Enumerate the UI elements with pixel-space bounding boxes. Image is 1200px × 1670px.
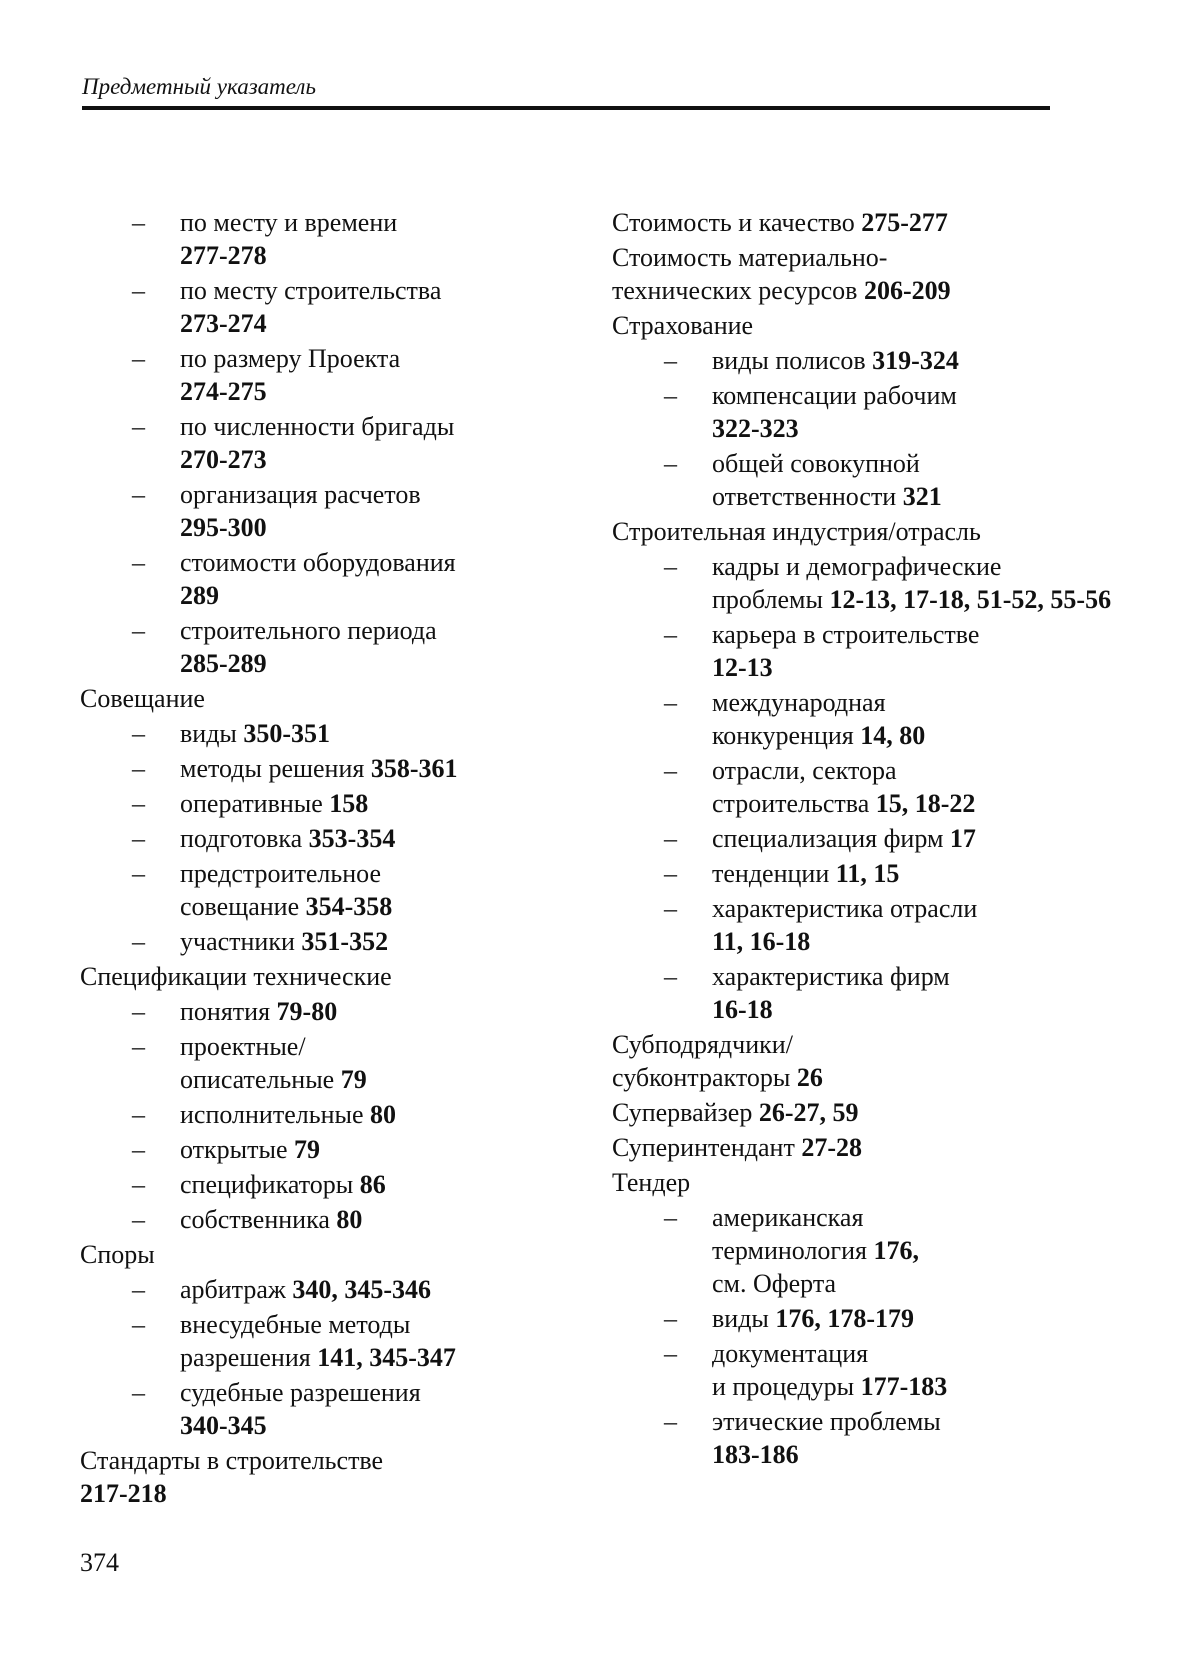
entry-text: методы решения (180, 754, 371, 783)
entry-text: проектные/ описательные (180, 1032, 341, 1094)
page-refs: 15, 18-22 (875, 789, 976, 818)
dash-marker: – (132, 789, 145, 818)
entry-text: по численности бригады (180, 412, 455, 441)
index-subentry (80, 1273, 550, 1306)
entry-text: характеристика отрасли (712, 894, 978, 923)
dash-marker: – (132, 412, 145, 441)
index-subentry (80, 925, 550, 958)
page-refs: 26-27, 59 (758, 1098, 859, 1127)
index-subentry (80, 995, 550, 1028)
dash-marker: – (132, 1135, 145, 1164)
running-header (82, 72, 1050, 110)
dash-marker: – (664, 824, 677, 853)
page-refs: 79 (340, 1065, 367, 1094)
page-refs: 79-80 (276, 997, 338, 1026)
entry-text: международная конкуренция (712, 688, 886, 750)
page-refs: 289 (180, 581, 219, 610)
dash-marker: – (132, 480, 145, 509)
dash-marker: – (664, 620, 677, 649)
page-refs: 12-13, 17-18, 51-52, 55-56 (829, 585, 1112, 614)
dash-marker: – (664, 688, 677, 717)
index-subentry (80, 1203, 550, 1236)
index-heading (612, 206, 1112, 239)
entry-text: собственника (180, 1205, 337, 1234)
index-heading (80, 1444, 550, 1510)
page-refs: 295-300 (180, 513, 267, 542)
dash-marker: – (132, 1100, 145, 1129)
page-refs: 273-274 (180, 309, 267, 338)
index-subentry (80, 342, 550, 408)
entry-text: исполнительные (180, 1100, 370, 1129)
dash-marker: – (664, 381, 677, 410)
index-subentry (612, 1201, 1112, 1300)
page-refs: 26 (796, 1063, 823, 1092)
page-refs: 285-289 (180, 649, 267, 678)
entry-text: понятия (180, 997, 277, 1026)
dash-marker: – (132, 859, 145, 888)
page-refs: 11, 15 (835, 859, 900, 888)
index-heading (80, 1238, 550, 1271)
dash-marker: – (132, 1205, 145, 1234)
dash-marker: – (664, 346, 677, 375)
page-refs: 353-354 (308, 824, 396, 853)
index-subentry (80, 614, 550, 680)
page-refs: 217-218 (80, 1479, 167, 1508)
dash-marker: – (664, 756, 677, 785)
dash-marker: – (664, 1339, 677, 1368)
entry-text: Тендер (612, 1168, 691, 1197)
page-refs: 319-324 (872, 346, 959, 375)
page-refs: 275-277 (861, 208, 948, 237)
entry-text: этические проблемы (712, 1407, 941, 1436)
page-refs: 354-358 (305, 892, 393, 921)
see-also: см. Оферта (712, 1269, 837, 1298)
dash-marker: – (664, 552, 677, 581)
page-refs: 80 (370, 1100, 396, 1129)
index-subentry (612, 618, 1112, 684)
header-title: Предметный указатель (82, 74, 316, 99)
page-refs: 270-273 (180, 445, 267, 474)
index-heading (612, 1166, 1112, 1199)
index-subentry (80, 1030, 550, 1096)
entry-text: спецификаторы (180, 1170, 360, 1199)
page-refs: 27-28 (801, 1133, 863, 1162)
entry-text: Субподрядчики/ субконтракторы (612, 1030, 797, 1092)
index-column-right (612, 206, 1112, 1473)
page-refs: 206-209 (863, 276, 951, 305)
page-refs: 141, 345-347 (317, 1343, 456, 1372)
index-subentry (612, 447, 1112, 513)
entry-text: судебные разрешения (180, 1378, 421, 1407)
entry-text: предстроительное совещание (180, 859, 381, 921)
page-refs: 176, 178-179 (775, 1304, 915, 1333)
entry-text: характеристика фирм (712, 962, 950, 991)
page-refs: 340, 345-346 (292, 1275, 432, 1304)
index-subentry (80, 752, 550, 785)
entry-text: оперативные (180, 789, 330, 818)
page-refs: 350-351 (243, 719, 331, 748)
entry-text: внесудебные методы разрешения (180, 1310, 411, 1372)
entry-text: Суперинтендант (612, 1133, 802, 1162)
entry-text: общей совокупной ответственности (712, 449, 920, 511)
dash-marker: – (132, 208, 145, 237)
index-subentry (612, 857, 1112, 890)
entry-text: Стоимость и качество (612, 208, 862, 237)
page-refs: 322-323 (712, 414, 799, 443)
entry-text: виды полисов (712, 346, 873, 375)
dash-marker: – (132, 1378, 145, 1407)
page-refs: 86 (359, 1170, 386, 1199)
dash-marker: – (132, 1310, 145, 1339)
index-heading (612, 1028, 1112, 1094)
dash-marker: – (664, 449, 677, 478)
index-subentry (612, 754, 1112, 820)
page-number: 374 (80, 1548, 119, 1577)
index-subentry (80, 206, 550, 272)
dash-marker: – (132, 276, 145, 305)
index-column-left (80, 206, 550, 1512)
index-subentry (612, 1302, 1112, 1335)
dash-marker: – (664, 962, 677, 991)
dash-marker: – (664, 1304, 677, 1333)
dash-marker: – (132, 344, 145, 373)
index-subentry (612, 1405, 1112, 1471)
index-subentry (612, 379, 1112, 445)
dash-marker: – (664, 859, 677, 888)
page-refs: 16-18 (712, 995, 773, 1024)
entry-text: по месту строительства (180, 276, 442, 305)
index-subentry (80, 1168, 550, 1201)
index-subentry (80, 546, 550, 612)
entry-text: Стоимость материально- технических ресурсов (612, 243, 888, 305)
index-heading (612, 241, 1112, 307)
page-refs: 321 (902, 482, 942, 511)
index-subentry (612, 686, 1112, 752)
entry-text: подготовка (180, 824, 309, 853)
index-subentry (80, 1308, 550, 1374)
page-refs: 351-352 (301, 927, 389, 956)
index-heading (612, 1131, 1112, 1164)
page-refs: 12-13 (712, 653, 773, 682)
entry-text: строительного периода (180, 616, 437, 645)
entry-text: документация и процедуры (712, 1339, 869, 1401)
entry-text: Совещание (80, 684, 205, 713)
entry-text: Строительная индустрия/отрасль (612, 517, 981, 546)
page-refs: 17 (949, 824, 976, 853)
dash-marker: – (664, 1203, 677, 1232)
index-heading (612, 515, 1112, 548)
dash-marker: – (664, 894, 677, 923)
page-refs: 176, (873, 1236, 919, 1265)
dash-marker: – (132, 548, 145, 577)
index-subentry (80, 1133, 550, 1166)
dash-marker: – (132, 997, 145, 1026)
entry-text: стоимости оборудования (180, 548, 456, 577)
dash-marker: – (132, 719, 145, 748)
entry-text: виды (180, 719, 244, 748)
page-refs: 177-183 (860, 1372, 948, 1401)
page-refs: 274-275 (180, 377, 267, 406)
page-refs: 11, 16-18 (712, 927, 811, 956)
index-subentry (612, 344, 1112, 377)
entry-text: открытые (180, 1135, 294, 1164)
entry-text: Страхование (612, 311, 754, 340)
entry-text: американская терминология (712, 1203, 874, 1265)
dash-marker: – (132, 616, 145, 645)
index-heading (612, 309, 1112, 342)
index-subentry (612, 550, 1112, 616)
entry-text: виды (712, 1304, 776, 1333)
index-subentry (80, 857, 550, 923)
entry-text: Супервайзер (612, 1098, 759, 1127)
page-refs: 277-278 (180, 241, 267, 270)
entry-text: участники (180, 927, 302, 956)
index-subentry (612, 822, 1112, 855)
index-subentry (80, 410, 550, 476)
entry-text: отрасли, сектора строительства (712, 756, 897, 818)
index-subentry (80, 1098, 550, 1131)
index-subentry (80, 822, 550, 855)
index-heading (80, 682, 550, 715)
header-rule (82, 106, 1050, 110)
dash-marker: – (132, 754, 145, 783)
entry-text: арбитраж (180, 1275, 293, 1304)
page-refs: 183-186 (712, 1440, 799, 1469)
index-subentry (80, 717, 550, 750)
index-subentry (80, 1376, 550, 1442)
entry-text: Стандарты в строительстве (80, 1446, 384, 1475)
index-heading (80, 960, 550, 993)
dash-marker: – (132, 927, 145, 956)
index-subentry (80, 478, 550, 544)
dash-marker: – (132, 1275, 145, 1304)
entry-text: Споры (80, 1240, 155, 1269)
page-refs: 340-345 (180, 1411, 267, 1440)
index-subentry (612, 892, 1112, 958)
entry-text: карьера в строительстве (712, 620, 980, 649)
index-subentry (80, 274, 550, 340)
page-refs: 79 (294, 1135, 320, 1164)
entry-text: по месту и времени (180, 208, 398, 237)
page-refs: 358-361 (370, 754, 458, 783)
page-refs: 80 (336, 1205, 363, 1234)
entry-text: компенсации рабочим (712, 381, 957, 410)
dash-marker: – (664, 1407, 677, 1436)
index-subentry (612, 1337, 1112, 1403)
entry-text: организация расчетов (180, 480, 421, 509)
entry-text: специализация фирм (712, 824, 950, 853)
index-subentry (80, 787, 550, 820)
entry-text: по размеру Проекта (180, 344, 401, 373)
entry-text: кадры и демографические проблемы (712, 552, 1002, 614)
index-subentry (612, 960, 1112, 1026)
dash-marker: – (132, 1170, 145, 1199)
page-refs: 14, 80 (860, 721, 926, 750)
entry-text: тенденции (712, 859, 836, 888)
index-heading (612, 1096, 1112, 1129)
page-refs: 158 (329, 789, 369, 818)
dash-marker: – (132, 824, 145, 853)
dash-marker: – (132, 1032, 145, 1061)
entry-text: Спецификации технические (80, 962, 392, 991)
